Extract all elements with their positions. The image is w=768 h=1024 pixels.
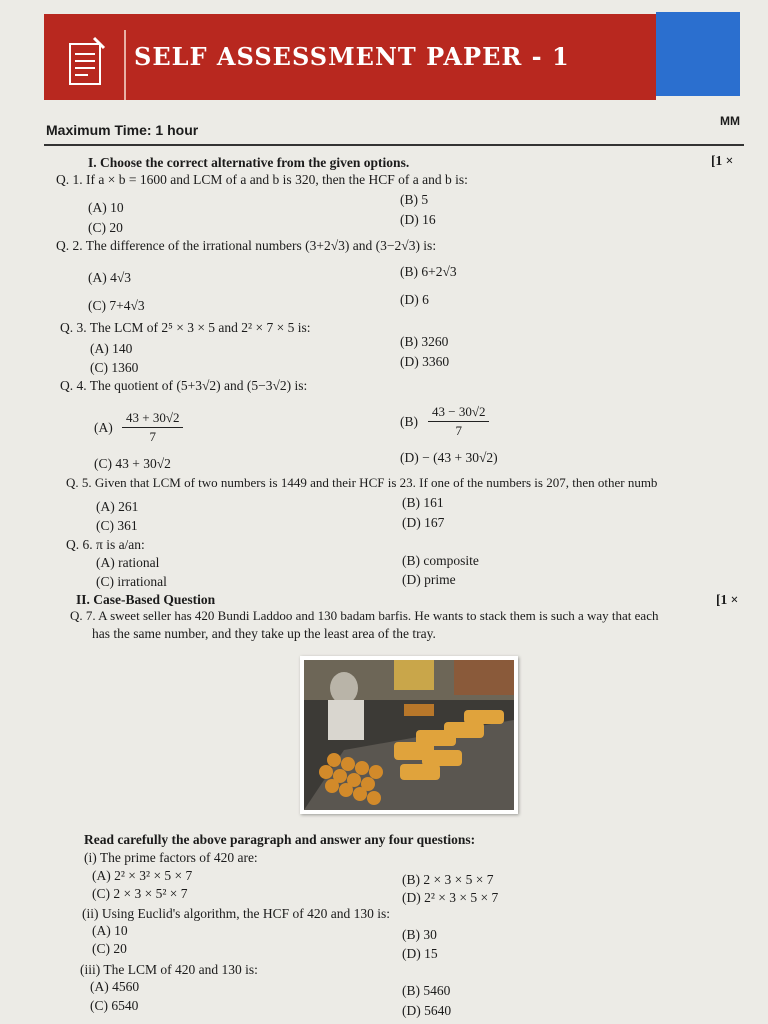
sub2-option-a: (A) 10	[92, 923, 128, 938]
sub1-option-d: (D) 2² × 3 × 5 × 7	[402, 890, 499, 905]
q4-a-numerator: 43 + 30√2	[122, 410, 183, 428]
q4-b-denominator: 7	[455, 423, 462, 438]
q5-option-a: (A) 261	[96, 499, 139, 514]
q1-option-c: (C) 20	[88, 220, 123, 235]
q4-option-d: (D) − (43 + 30√2)	[400, 450, 498, 465]
question-7-line-2: has the same number, and they take up the least area of the tray.	[92, 626, 436, 641]
q4-option-b-label: (B)	[400, 414, 418, 429]
q4-option-b-fraction	[428, 404, 489, 439]
sub2-option-b: (B) 30	[402, 927, 437, 942]
q5-option-d: (D) 167	[402, 515, 445, 530]
question-2: Q. 2. The difference of the irrational numbers (3+2√3) and (3−2√3) is:	[56, 238, 437, 253]
q4-option-a-fraction	[122, 410, 183, 445]
sub3-option-a: (A) 4560	[90, 979, 140, 994]
sweets-tray-photo	[300, 656, 518, 814]
q5-option-b: (B) 161	[402, 495, 444, 510]
q6-option-a: (A) rational	[96, 555, 160, 570]
sub3-option-b: (B) 5460	[402, 983, 451, 998]
q3-option-d: (D) 3360	[400, 354, 450, 369]
q2-option-c: (C) 7+4√3	[88, 298, 145, 313]
sub1-option-b: (B) 2 × 3 × 5 × 7	[402, 872, 494, 887]
notepad-pencil-icon	[48, 30, 126, 100]
sub-question-1: (i) The prime factors of 420 are:	[84, 850, 258, 865]
sub1-option-a: (A) 2² × 3² × 5 × 7	[92, 868, 193, 883]
q6-option-d: (D) prime	[402, 572, 456, 587]
section-1-heading: I. Choose the correct alternative from the given options.	[88, 155, 410, 170]
question-4: Q. 4. The quotient of (5+3√2) and (5−3√2) is:	[60, 378, 308, 393]
sub1-option-c: (C) 2 × 3 × 5² × 7	[92, 886, 188, 901]
q3-option-a: (A) 140	[90, 341, 133, 356]
q6-option-b: (B) composite	[402, 553, 479, 568]
max-marks-tag: MM	[720, 114, 740, 128]
q3-option-b: (B) 3260	[400, 334, 449, 349]
section-2-heading: II. Case-Based Question	[76, 592, 216, 607]
q4-option-c: (C) 43 + 30√2	[94, 456, 171, 471]
q2-option-d: (D) 6	[400, 292, 429, 307]
q5-option-c: (C) 361	[96, 518, 138, 533]
sub3-option-c: (C) 6540	[90, 998, 139, 1013]
q2-option-b: (B) 6+2√3	[400, 264, 457, 279]
sub-question-3: (iii) The LCM of 420 and 130 is:	[80, 962, 258, 977]
section-1-marks: [1 ×	[711, 153, 734, 168]
max-time: Maximum Time: 1 hour	[46, 122, 199, 138]
sub-question-2: (ii) Using Euclid's algorithm, the HCF of 420 and 130 is:	[82, 906, 391, 921]
question-3: Q. 3. The LCM of 2⁵ × 3 × 5 and 2² × 7 × 5 is:	[60, 320, 311, 335]
question-1: Q. 1. If a × b = 1600 and LCM of a and b is 320, then the HCF of a and b is:	[56, 172, 468, 187]
sub2-option-d: (D) 15	[402, 946, 438, 961]
q1-option-b: (B) 5	[400, 192, 429, 207]
question-6: Q. 6. π is a/an:	[66, 537, 145, 552]
question-5: Q. 5. Given that LCM of two numbers is 1449 and their HCF is 23. If one of the numbers is 207, then other numb	[66, 475, 658, 490]
sub2-option-c: (C) 20	[92, 941, 127, 956]
banner-edge	[656, 12, 740, 96]
q3-option-c: (C) 1360	[90, 360, 139, 375]
q2-option-a: (A) 4√3	[88, 270, 132, 285]
q1-option-a: (A) 10	[88, 200, 124, 215]
sub3-option-d: (D) 5640	[402, 1003, 452, 1018]
header-rule	[44, 144, 744, 146]
q4-option-a-label: (A)	[94, 420, 113, 435]
section-2-marks: [1 ×	[716, 592, 739, 607]
q4-b-numerator: 43 − 30√2	[428, 404, 489, 422]
question-7-line-1: Q. 7. A sweet seller has 420 Bundi Laddoo and 130 badam barfis. He wants to stack them is such a way that each	[70, 608, 659, 623]
q4-a-denominator: 7	[149, 429, 156, 444]
q1-option-d: (D) 16	[400, 212, 436, 227]
page-title: SELF ASSESSMENT PAPER - 1	[134, 42, 570, 71]
q6-option-c: (C) irrational	[96, 574, 167, 589]
case-instruction: Read carefully the above paragraph and answer any four questions:	[84, 832, 476, 847]
